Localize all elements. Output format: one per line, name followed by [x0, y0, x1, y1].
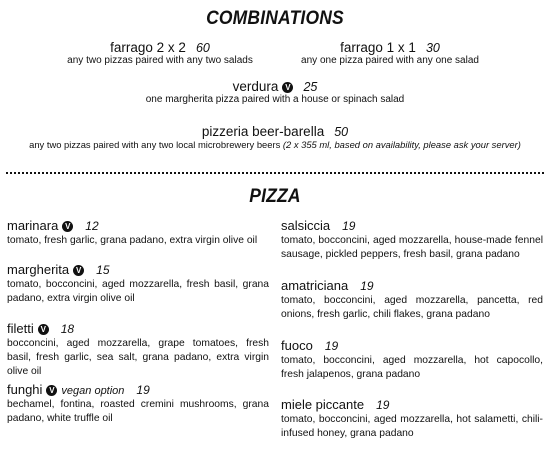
combo-name: verdura: [232, 79, 279, 94]
pizza-description: tomato, bocconcini, aged mozzarella, pancetta, red onions, fresh garlic, chili flakes, grana padano: [281, 295, 543, 320]
combo-name: farrago 1 x 1: [340, 40, 416, 55]
pizza-price: 19: [360, 279, 374, 293]
vegan-icon: V: [282, 82, 293, 93]
vegan-icon: V: [46, 385, 57, 396]
combo-description: any one pizza paired with any one salad: [301, 55, 479, 66]
pizza-item-margherita: [7, 262, 269, 306]
combo-description: any two pizzas paired with any two local microbrewery beers: [29, 139, 281, 150]
combo-name: pizzeria beer-barella: [201, 124, 325, 139]
combo-description: one margherita pizza paired with a house or spinach salad: [145, 94, 405, 105]
vegan-icon: V: [62, 221, 73, 232]
pizza-price: 12: [85, 219, 99, 233]
pizza-item-funghi: [7, 382, 269, 426]
combinations-heading: COMBINATIONS: [206, 8, 344, 29]
combo-price: 25: [303, 80, 318, 94]
pizza-price: 19: [136, 383, 150, 397]
pizza-heading: PIZZA: [249, 186, 301, 207]
combo-price: 50: [334, 125, 349, 139]
pizza-price: 15: [96, 263, 110, 277]
pizza-name: salsiccia: [281, 218, 331, 233]
pizza-item-filetti: [7, 321, 269, 379]
pizza-description: tomato, bocconcini, aged mozzarella, house-made fennel sausage, pickled peppers, fresh basil, grana padano: [281, 235, 543, 260]
combo-farrago-1x1: [270, 40, 510, 66]
pizza-description: tomato, bocconcini, aged mozzarella, hot salametti, chili-infused honey, grana padano: [281, 414, 543, 439]
section-divider: [6, 172, 544, 174]
pizza-name: margherita: [7, 262, 70, 277]
pizza-description: bocconcini, aged mozzarella, grape tomatoes, fresh basil, fresh garlic, sea salt, grana padano, extra virgin olive oil: [7, 338, 269, 377]
combo-name: farrago 2 x 2: [110, 40, 186, 55]
pizza-description: tomato, bocconcini, aged mozzarella, hot capocollo, fresh jalapenos, grana padano: [281, 355, 543, 380]
pizza-item-marinara: [7, 218, 269, 248]
pizza-name: funghi: [7, 382, 43, 397]
combo-beer-barella: [0, 124, 550, 150]
pizza-price: 19: [324, 339, 339, 353]
combo-note: (2 x 355 ml, based on availability, please ask your server): [282, 139, 521, 150]
pizza-price: 19: [376, 398, 390, 412]
pizza-item-miele-piccante: [281, 397, 543, 441]
pizza-price: 19: [342, 219, 356, 233]
pizza-item-fuoco: [281, 338, 543, 382]
pizza-name: miele piccante: [281, 397, 365, 412]
pizza-name: fuoco: [281, 338, 313, 353]
pizza-name: filetti: [7, 321, 34, 336]
combo-farrago-2x2: [40, 40, 280, 66]
vegan-icon: V: [38, 324, 49, 335]
pizza-description: bechamel, fontina, roasted cremini mushrooms, grana padano, white truffle oil: [7, 399, 269, 424]
pizza-description: tomato, bocconcini, aged mozzarella, fresh basil, grana padano, extra virgin olive oil: [7, 279, 269, 304]
combo-price: 60: [195, 41, 210, 55]
pizza-name: marinara: [7, 218, 59, 233]
pizza-description: tomato, fresh garlic, grana padano, extra virgin olive oil: [7, 235, 258, 246]
pizza-price: 18: [60, 322, 75, 336]
pizza-item-amatriciana: [281, 278, 543, 322]
combo-description: any two pizzas paired with any two salads: [67, 55, 253, 66]
pizza-item-salsiccia: [281, 218, 543, 262]
combo-verdura: [0, 79, 550, 105]
pizza-name: amatriciana: [281, 278, 349, 293]
combo-price: 30: [425, 41, 440, 55]
pizza-note: vegan option: [61, 385, 125, 397]
vegan-icon: V: [73, 265, 84, 276]
